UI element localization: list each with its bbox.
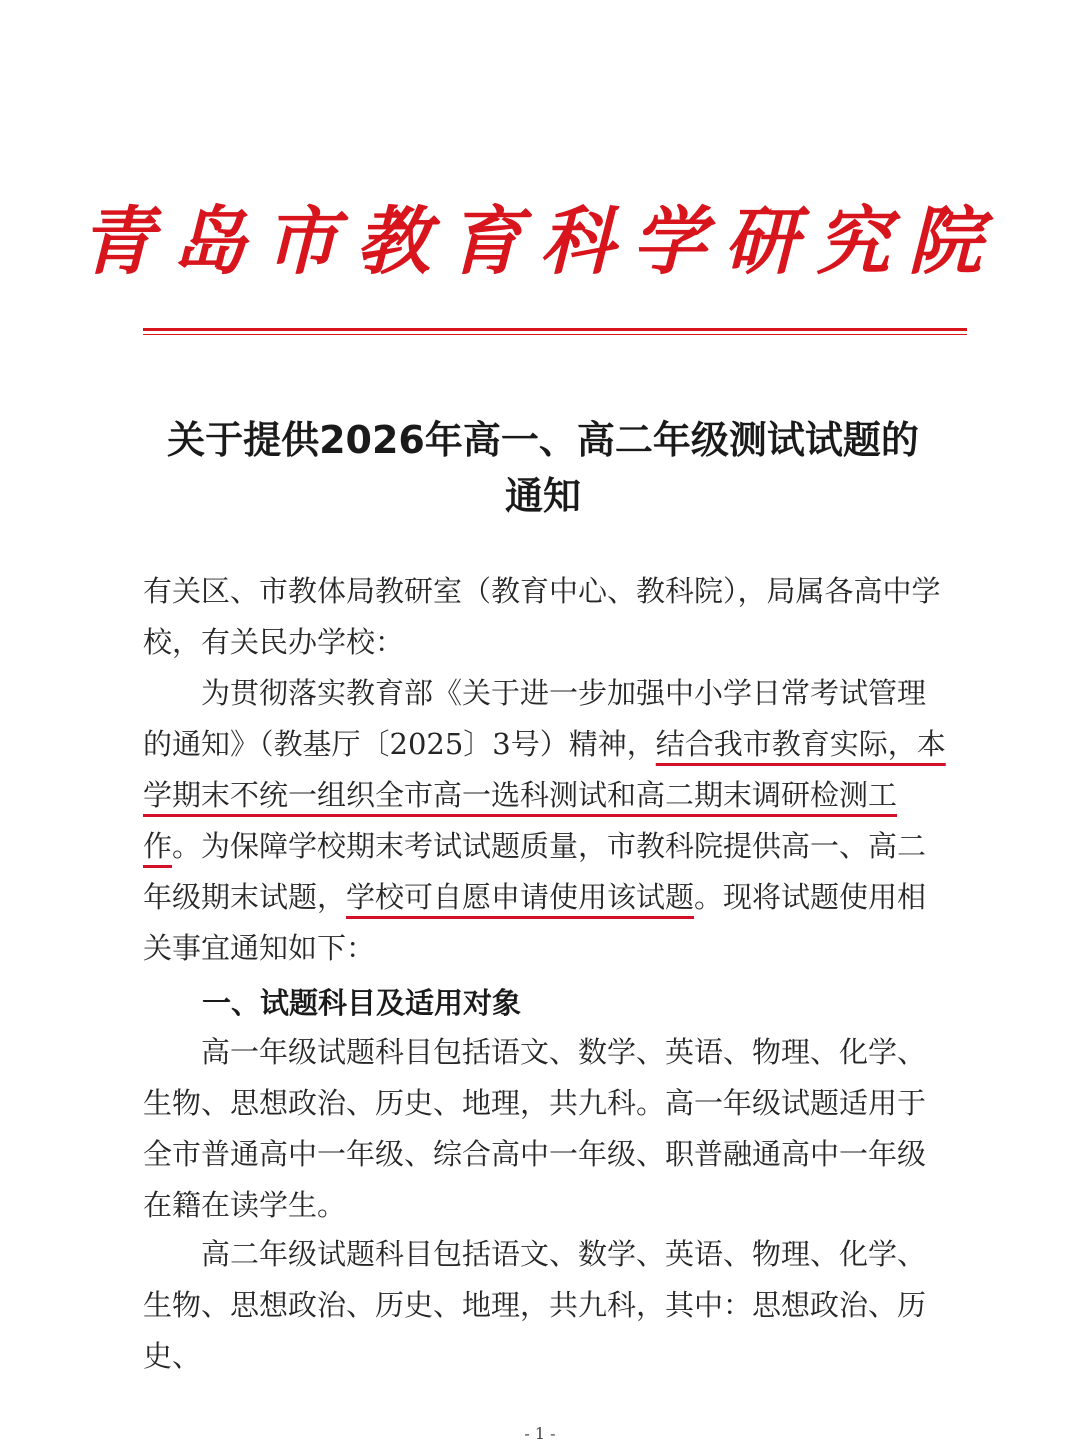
header-rule-thin bbox=[143, 334, 967, 335]
document-title-line1: 关于提供2026年高一、高二年级测试试题的 bbox=[167, 418, 919, 462]
paragraph-1-part3: 。现将试题使用相关事宜通知如下： bbox=[143, 880, 927, 965]
paragraph-1 bbox=[143, 668, 948, 974]
document-title-line2: 通知 bbox=[504, 474, 581, 518]
org-header: 青岛市教育科学研究院 bbox=[80, 199, 1000, 285]
salutation: 有关区、市教体局教研室（教育中心、教科院），局属各高中学校，有关民办学校： bbox=[143, 574, 941, 659]
highlight-underline-2: 学校可自愿申请使用该试题 bbox=[346, 880, 695, 914]
paragraph-1-part2: 。为保障学校期末考试试题质量，市教科院提供高一、高二年级期末试题， bbox=[143, 829, 927, 914]
document-title bbox=[143, 412, 943, 524]
paragraph-2: 高一年级试题科目包括语文、数学、英语、物理、化学、生物、思想政治、历史、地理，共九科。高一年级试题适用于全市普通高中一年级、综合高中一年级、职普融通高中一年级在籍在读学生。 bbox=[143, 1035, 927, 1222]
paragraph-3: 高二年级试题科目包括语文、数学、英语、物理、化学、生物、思想政治、历史、地理，共九科，其中：思想政治、历史、 bbox=[143, 1237, 927, 1373]
section-1-heading: 一、试题科目及适用对象 bbox=[202, 986, 522, 1020]
header-rule-thick bbox=[143, 328, 967, 331]
page-number: - 1 - bbox=[524, 1424, 556, 1443]
paragraph-1-part1: 为贯彻落实教育部《关于进一步加强中小学日常考试管理的通知》（教基厅〔2025〕3号）精神， bbox=[143, 676, 927, 761]
highlight-underline-1: 结合我市教育实际，本学期末不统一组织全市高一选科测试和高二期末调研检测工作 bbox=[143, 727, 946, 863]
